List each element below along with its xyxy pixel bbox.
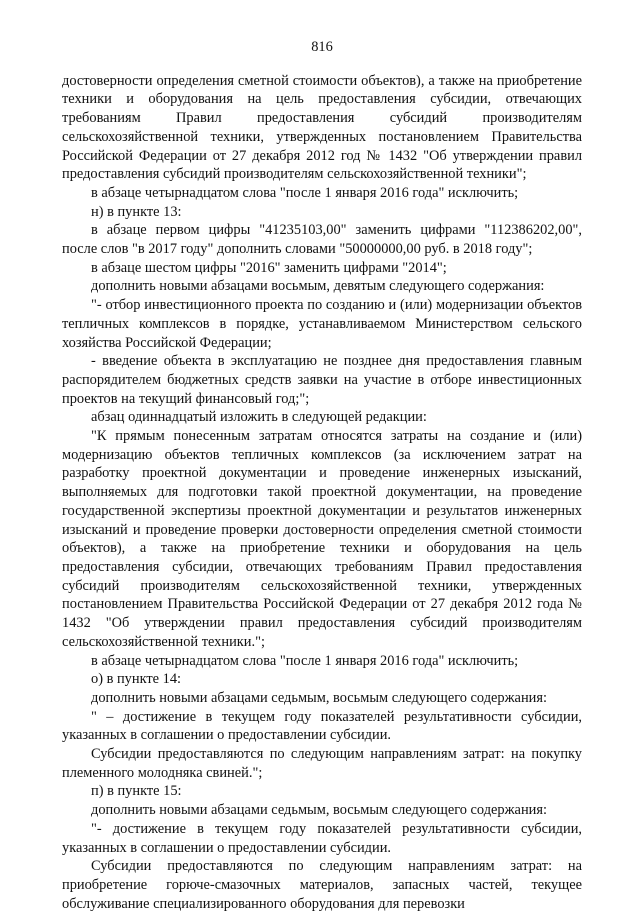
paragraph: в абзаце четырнадцатом слова "после 1 января 2016 года" исключить; [91, 184, 519, 201]
paragraph: " – достижение в текущем году показателей результативности субсидии, указанных в соглашении о предоставлении субсидии. [62, 708, 582, 744]
paragraph: "- достижение в текущем году показателей результативности субсидии, указанных в соглашении о предоставлении субсидии. [62, 820, 582, 856]
document-body [62, 72, 582, 913]
paragraph: дополнить новыми абзацами восьмым, девятым следующего содержания: [91, 278, 545, 295]
paragraph: достоверности определения сметной стоимости объектов), а также на приобретение техники и оборудования на цель предоставления субсидии, отвечающих требованиям Правил предоставления субсидий производителям сельскохозяйственной техники, утвержденных постановлением Правительства Российской Федерации от 27 декабря 2012 год № 1432 "Об утверждении правил предоставления субсидий производителям сельскохозяйственной техники"; [62, 72, 582, 183]
paragraph: "- отбор инвестиционного проекта по созданию и (или) модернизации объектов тепличных комплексов в порядке, устанавливаемом Министерством сельского хозяйства Российской Федерации; [62, 297, 582, 351]
paragraph: в абзаце первом цифры "41235103,00" заменить цифрами "112386202,00", после слов "в 2017 году" дополнить словами "50000000,00 руб. в 2018 году"; [62, 222, 582, 258]
paragraph: абзац одиннадцатый изложить в следующей редакции: [91, 409, 427, 426]
paragraph: о) в пункте 14: [91, 671, 182, 688]
page-number: 816 [311, 39, 333, 55]
paragraph: дополнить новыми абзацами седьмым, восьмым следующего содержания: [91, 689, 547, 706]
paragraph: Субсидии предоставляются по следующим направлениям затрат: на приобретение горюче-смазочных материалов, запасных частей, текущее обслуживание специализированного оборудования для перевозки [62, 858, 582, 912]
paragraph: - введение объекта в эксплуатацию не позднее дня предоставления главным распорядителем бюджетных средств заявки на участие в отборе инвестиционных проектов на текущий финансовый год;"; [62, 353, 582, 407]
paragraph: п) в пункте 15: [91, 783, 182, 800]
paragraph: "К прямым понесенным затратам относятся затраты на создание и (или) модернизацию объектов тепличных комплексов (за исключением затрат на разработку проектной документации и проведение инженерных изысканий, выполняемых для подготовки такой проектной документации, на проведение государственной экспертизы проектной документации и результатов инженерных изысканий и проведение проверки достоверности определения сметной стоимости объектов), а также на приобретение техники и оборудования на цель предоставления субсидии, отвечающих требованиям Правил предоставления субсидий производителям сельскохозяйственной техники, утвержденных постановлением Правительства Российской Федерации от 27 декабря 2012 года № 1432 "Об утверждении правил предоставления субсидий производителям сельскохозяйственной техники."; [62, 428, 582, 650]
paragraph: в абзаце шестом цифры "2016" заменить цифрами "2014"; [91, 259, 447, 276]
paragraph: Субсидии предоставляются по следующим направлениям затрат: на покупку племенного молодняка свиней."; [62, 746, 582, 781]
paragraph: дополнить новыми абзацами седьмым, восьмым следующего содержания: [91, 802, 547, 819]
paragraph: н) в пункте 13: [91, 203, 182, 220]
paragraph: в абзаце четырнадцатом слова "после 1 января 2016 года" исключить; [91, 652, 519, 669]
